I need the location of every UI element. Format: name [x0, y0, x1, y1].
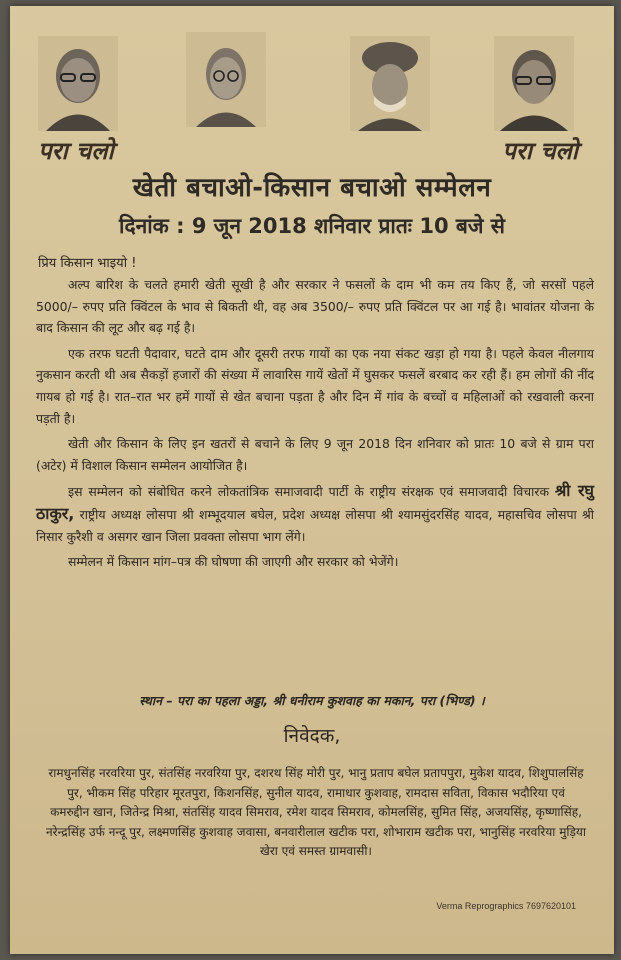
requester-heading: निवेदक,	[283, 725, 341, 747]
requester-names: रामधुनसिंह नरवरिया पुर, संतसिंह नरवरिया पुर, दशरथ सिंह मोरी पुर, भानु प्रताप बघेल प्रतापपुरा, मुकेश यादव, शिशुपालसिंह पुर, भीकम सिंह परिहार मूरतपुरा, किशनसिंह, सुनील यादव, रामाधार कुशवाह, रामदास सविता, विकास भदौरिया एवं कमरुद्दीन खान, जितेन्द्र मिश्रा, संतसिंह यादव सिमराव, रमेश यादव सिमराव, कोमलसिंह, सुमित सिंह, अजयसिंह, कृष्णासिंह, नरेन्द्रसिंह उर्फ नन्दू पुर, लक्ष्मणसिंह कुशवाह जवासा, बनवारीलाल खटीक परा, शोभाराम खटीक परा, भानुसिंह नरवरिया मुड़िया खेरा एवं समस्त ग्रामवासी।	[46, 766, 586, 859]
slogan-right: परा चलो	[502, 136, 578, 165]
slogan-left: परा चलो	[38, 136, 114, 165]
paragraph-4-end: राष्ट्रीय अध्यक्ष लोसपा श्री शम्भूदयाल बघेल, प्रदेश अध्यक्ष लोसपा श्री श्यामसुंदरसिंह यादव, महासचिव लोसपा श्री निसार कुरैशी व असगर खान जिला प्रवक्ता लोसपा भाग लेंगे।	[36, 506, 594, 544]
printer-credit: Verma Reprographics 7697620101	[436, 901, 576, 911]
venue-line: स्थान – परा का पहला अड्डा, श्री धनीराम कुशवाह का मकान, परा (भिण्ड) ।	[139, 693, 485, 708]
paragraph-4	[36, 480, 594, 547]
paragraph-3: खेती और किसान के लिए इन खतरों से बचाने के लिए 9 जून 2018 दिन शनिवार को प्रातः 10 बजे से ग्राम परा (अटेर) में विशाल किसान सम्मेलन आयोजित है।	[36, 436, 594, 473]
event-date: दिनांक : 9 जून 2018 शनिवार प्रातः 10 बजे से	[119, 214, 505, 238]
paragraph-2: एक तरफ घटती पैदावार, घटते दाम और दूसरी तरफ गायों का एक नया संकट खड़ा हो गया है। पहले केवल नीलगाय नुकसान करती थी अब सैकड़ों हजारों की संख्या में लावारिस गायें खेतों में घुसकर फसलें बरबाद कर रही हैं। हम लोगों की नींद गायब हो गई है। रात–रात भर हमें गायों से खेत बचाना पड़ता है और दिन में गांव के बच्चों व महिलाओं को रखवाली करना पड़ती है।	[36, 345, 594, 426]
paragraph-5: सम्मेलन में किसान मांग–पत्र की घोषणा की जाएगी और सरकार को भेजेंगे।	[68, 554, 399, 570]
portrait-2	[186, 32, 266, 127]
chief-guest-name: श्री रघु ठाकुर,	[36, 481, 594, 523]
letter-body	[36, 274, 594, 577]
event-title: खेती बचाओ-किसान बचाओ सम्मेलन	[132, 173, 492, 203]
portrait-1	[38, 36, 118, 131]
portrait-4	[494, 36, 574, 131]
paragraph-1: अल्प बारिश के चलते हमारी खेती सूखी है और सरकार ने फसलों के दाम भी कम तय किए हैं, जो सरसों पहले 5000/– रुपए प्रति क्विंटल के भाव से बिकती थी, वह अब 3500/– रुपए प्रति क्विंटल पर आ गई है। भावांतर योजना के बाद किसान की लूट और बढ़ गई है।	[36, 277, 594, 336]
paragraph-4-start: इस सम्मेलन को संबोधित करने लोकतांत्रिक समाजवादी पार्टी के राष्ट्रीय संरक्षक एवं समाजवादी विचारक	[68, 484, 549, 500]
poster-sheet	[10, 6, 614, 954]
greeting: प्रिय किसान भाइयो !	[38, 256, 137, 271]
portrait-3	[350, 36, 430, 131]
